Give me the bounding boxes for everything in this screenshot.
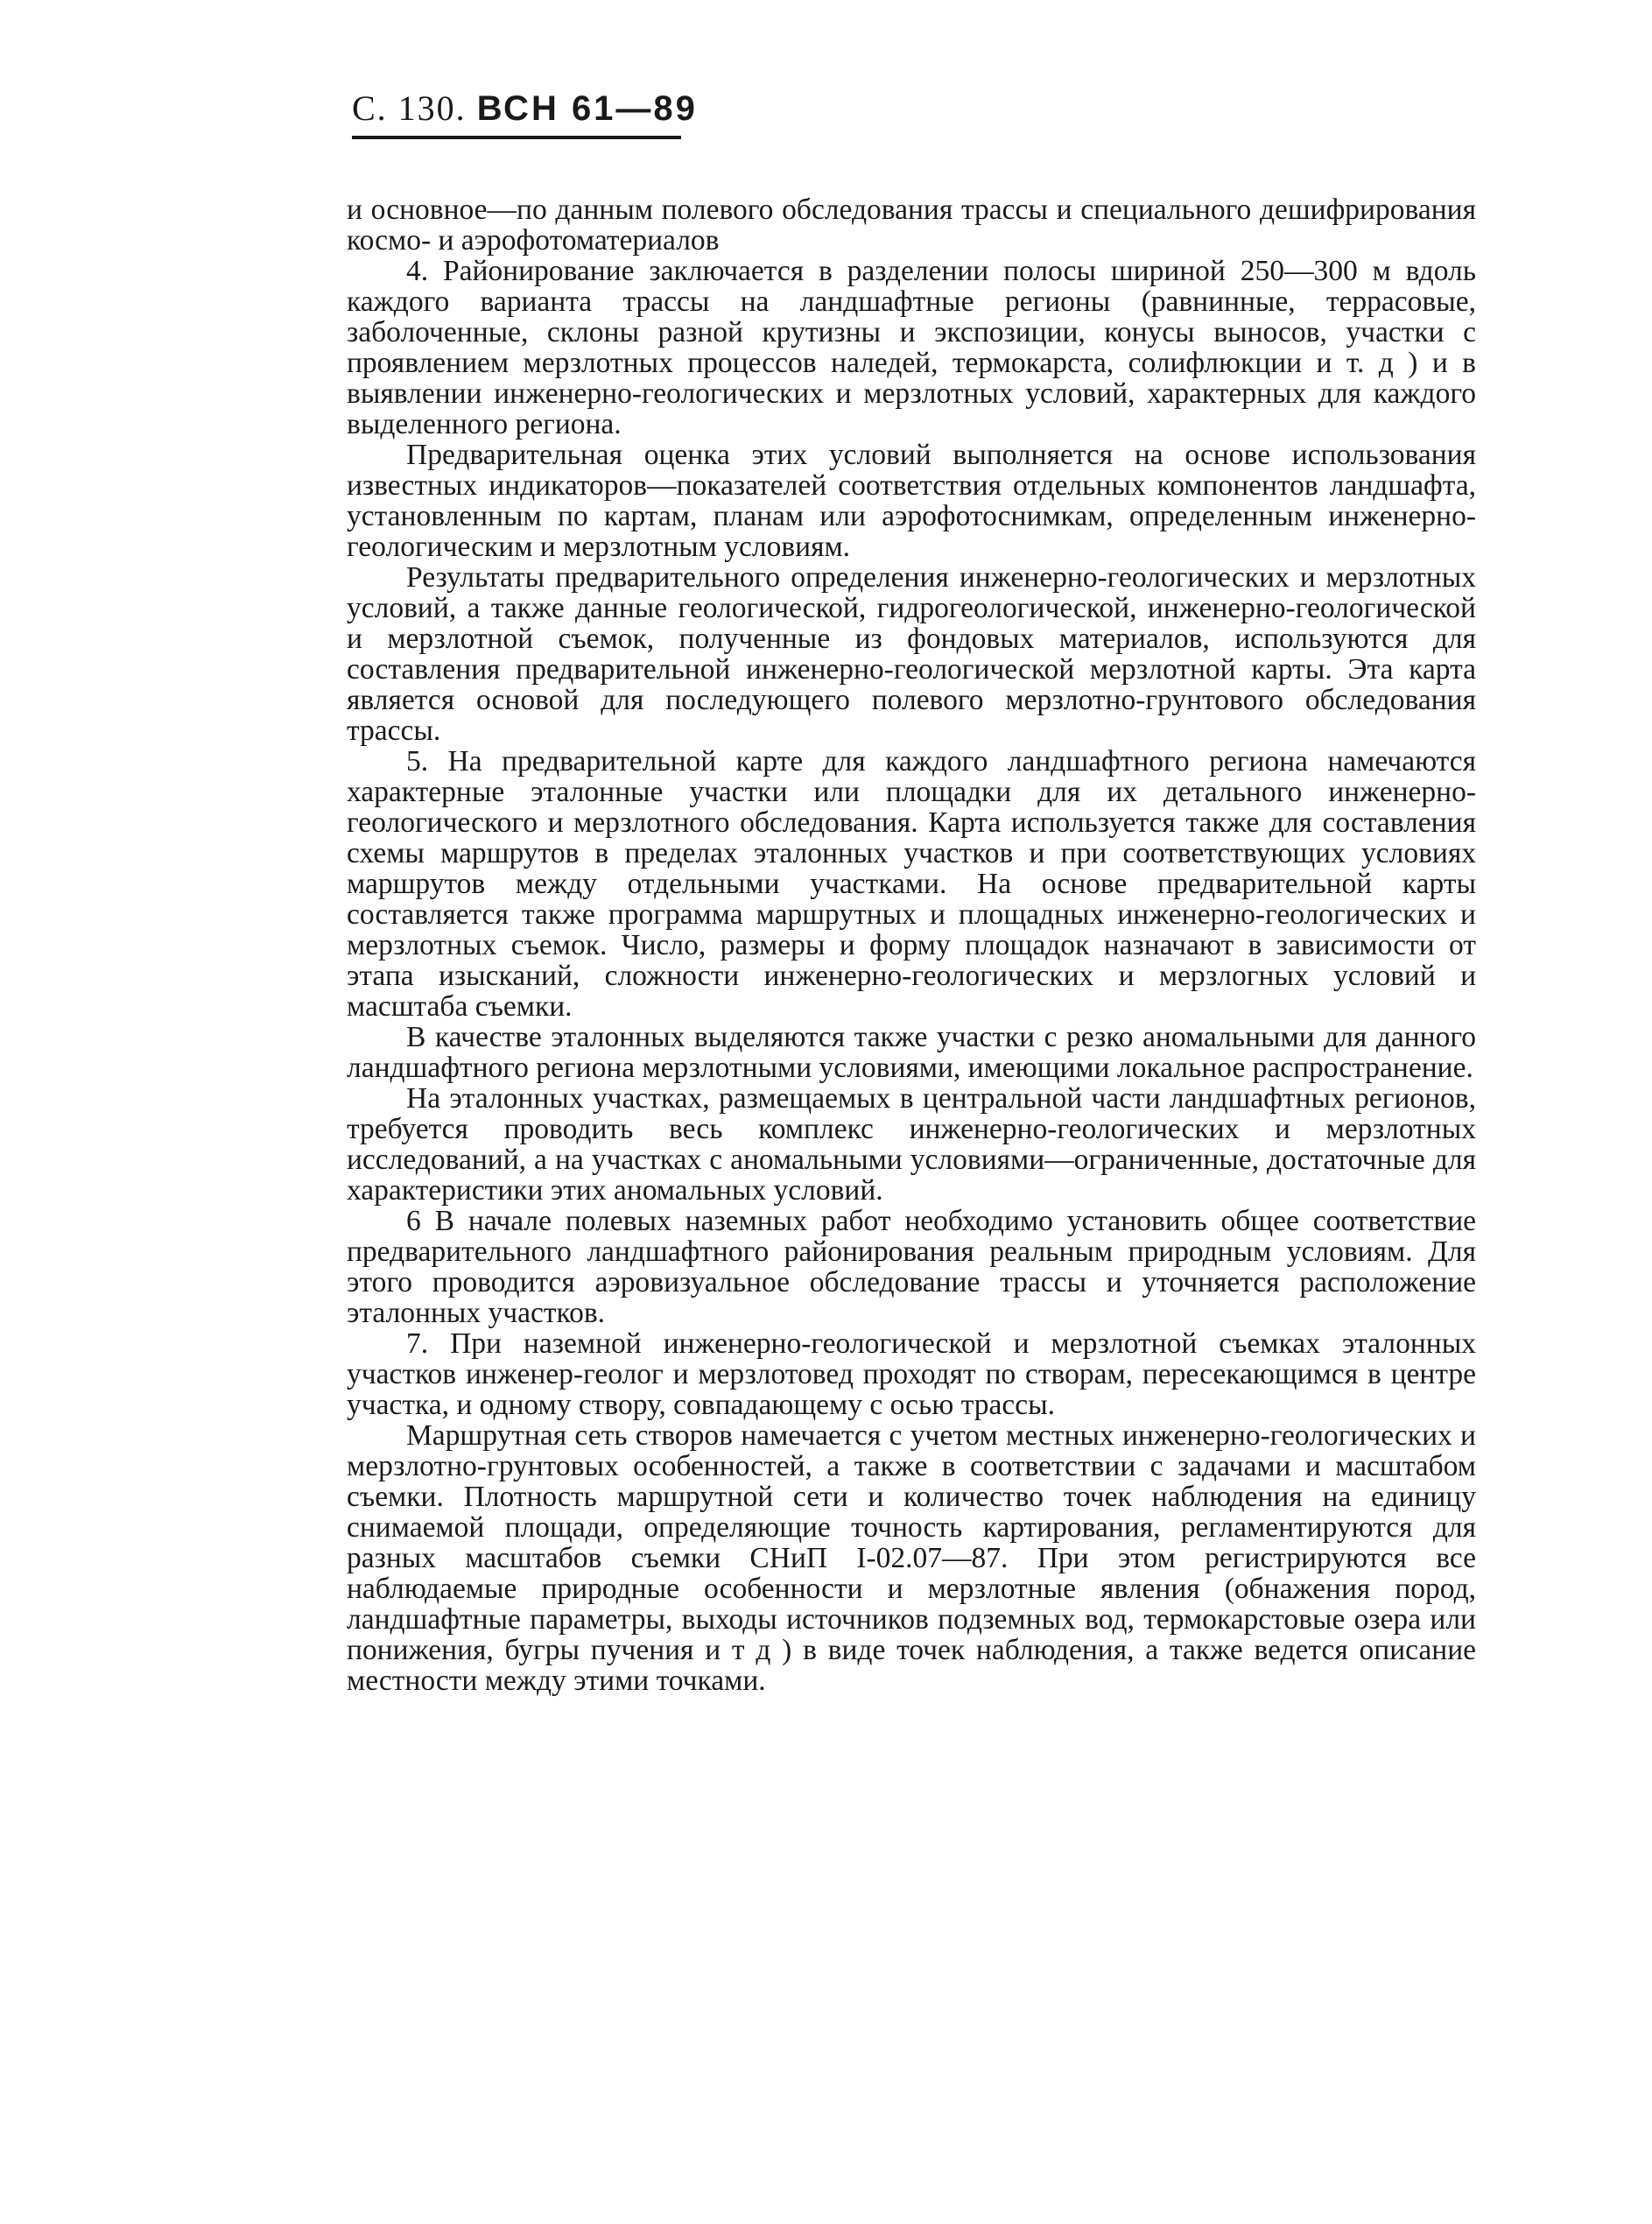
paragraph: На эталонных участках, размещаемых в центральной части ландшафтных регионов, требуется проводить весь комплекс инженерно-геологических и мерзлотных исследований, а на участках с аномальными условиями—ограниченные, достаточные для характеристики этих аномальных условий. — [347, 1082, 1476, 1207]
paragraph-item-5: 5. На предварительной карте для каждого ландшафтного региона намечаются характерные эталонные участки или площадки для их детального инженерно-геологического и мерзлотного обследования. Карта используется также для составления схемы маршрутов в пределах эталонных участков и при соответствующих условиях маршрутов между отдельными участками. На основе предварительной карты составляется также программа маршрутных и площадных инженерно-геологических и мерзлотных съемок. Число, размеры и форму площадок назначают в зависимости от этапа изысканий, сложности инженерно-геологических и мерзлогных условий и масштаба съемки. — [347, 745, 1476, 1023]
document-code: ВСН 61—89 — [476, 89, 698, 128]
page-header — [352, 88, 698, 129]
paragraph-item-6: 6 В начале полевых наземных работ необходимо установить общее соответствие предварительного ландшафтного районирования реальным природным условиям. Для этого проводится аэровизуальное обследование трассы и уточняется расположение эталонных участков. — [347, 1205, 1476, 1329]
paragraph: Результаты предварительного определения инженерно-геологических и мерзлотных условий, а также данные геологической, гидрогеологической, инженерно-геологической и мерзлотной съемок, полученные из фондовых материалов, используются для составления предварительной инженерно-геологической мерзлотной карты. Эта карта является основой для последующего полевого мерзлотно-грунтового обследования трассы. — [347, 561, 1476, 747]
paragraph-item-7: 7. При наземной инженерно-геологической и мерзлотной съемках эталонных участков инженер-геолог и мерзлотовед проходят по створам, пересекающимся в центре участка, и одному створу, совпадающему с осью трассы. — [347, 1327, 1476, 1421]
paragraph-item-4: 4. Районирование заключается в разделении полосы шириной 250—300 м вдоль каждого варианта трассы на ландшафтные регионы (равнинные, террасовые, заболоченные, склоны разной крутизны и экспозиции, конусы выносов, участки с проявлением мерзлотных процессов наледей, термокарста, солифлюкции и т. д ) и в выявлении инженерно-геологических и мерзлотных условий, характерных для каждого выделенного региона. — [347, 255, 1476, 440]
page-number: С. 130. — [352, 88, 467, 128]
paragraph: Маршрутная сеть створов намечается с учетом местных инженерно-геологических и мерзлотно-грунтовых особенностей, а также в соответствии с задачами и масштабом съемки. Плотность маршрутной сети и количество точек наблюдения на единицу снимаемой площади, определяющие точность картирования, регламентируются для разных масштабов съемки СНиП I-02.07—87. При этом регистрируются все наблюдаемые природные особенности и мерзлотные явления (обнажения пород, ландшафтные параметры, выходы источников подземных вод, термокарстовые озера или понижения, бугры пучения и т д ) в виде точек наблюдения, а также ведется описание местности между этими точками. — [347, 1419, 1476, 1697]
header-underline — [352, 136, 681, 139]
paragraph: В качестве эталонных выделяются также участки с резко аномальными для данного ландшафтного региона мерзлотными условиями, имеющими локальное распространение. — [347, 1021, 1476, 1084]
paragraph-continuation: и основное—по данным полевого обследования трассы и специального дешифрирования космо- и аэрофотоматериалов — [347, 194, 1476, 257]
document-body — [347, 194, 1476, 1696]
paragraph: Предварительная оценка этих условий выполняется на основе использования известных индикаторов—показателей соответствия отдельных компонентов ландшафта, установленным по картам, планам или аэрофотоснимкам, определенным инженерно-геологическим и мерзлотным условиям. — [347, 439, 1476, 563]
